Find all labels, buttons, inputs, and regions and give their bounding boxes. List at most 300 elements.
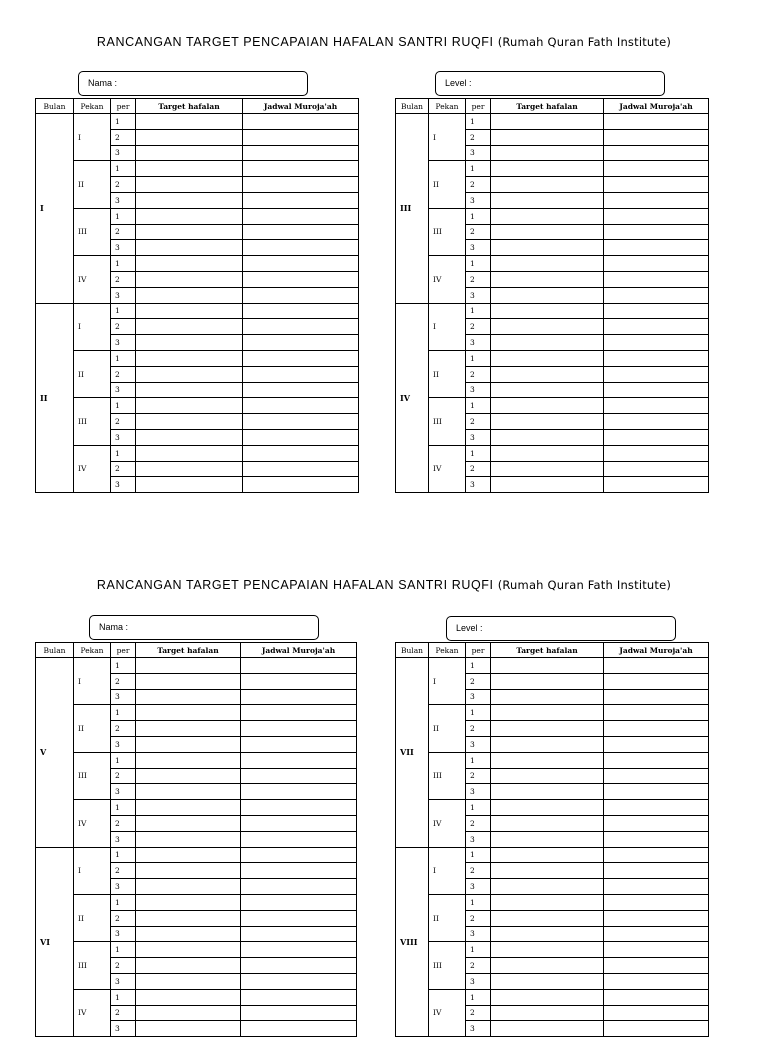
week-cell: III — [429, 398, 466, 445]
target-hafalan-cell[interactable] — [136, 800, 241, 816]
table-row — [36, 989, 357, 1005]
jadwal-murojaah-cell[interactable] — [243, 303, 359, 319]
target-hafalan-cell[interactable] — [136, 224, 243, 240]
target-hafalan-cell[interactable] — [491, 192, 604, 208]
week-cell: II — [429, 705, 466, 752]
per-cell: 1 — [466, 800, 491, 816]
target-hafalan-cell[interactable] — [491, 382, 604, 398]
target-hafalan-cell[interactable] — [136, 319, 243, 335]
jadwal-murojaah-cell[interactable] — [604, 721, 709, 737]
per-cell: 2 — [111, 224, 136, 240]
target-hafalan-cell[interactable] — [136, 445, 243, 461]
jadwal-murojaah-cell[interactable] — [241, 894, 357, 910]
per-cell: 1 — [111, 752, 136, 768]
target-hafalan-cell[interactable] — [136, 831, 241, 847]
target-hafalan-cell[interactable] — [491, 271, 604, 287]
target-hafalan-cell[interactable] — [136, 350, 243, 366]
jadwal-murojaah-cell[interactable] — [243, 477, 359, 493]
table-row — [36, 445, 359, 461]
target-hafalan-cell[interactable] — [136, 287, 243, 303]
target-hafalan-cell[interactable] — [491, 319, 604, 335]
target-hafalan-cell[interactable] — [136, 673, 241, 689]
target-hafalan-cell[interactable] — [491, 161, 604, 177]
per-cell: 2 — [111, 673, 136, 689]
target-hafalan-cell[interactable] — [491, 1005, 604, 1021]
month-cell: III — [396, 114, 429, 304]
jadwal-murojaah-cell[interactable] — [241, 784, 357, 800]
jadwal-murojaah-cell[interactable] — [604, 989, 709, 1005]
jadwal-murojaah-cell[interactable] — [604, 287, 709, 303]
jadwal-murojaah-cell[interactable] — [241, 958, 357, 974]
jadwal-murojaah-cell[interactable] — [604, 658, 709, 674]
target-hafalan-cell[interactable] — [136, 398, 243, 414]
table-row — [36, 398, 359, 414]
target-hafalan-cell[interactable] — [136, 429, 243, 445]
target-hafalan-cell[interactable] — [136, 240, 243, 256]
jadwal-murojaah-cell[interactable] — [243, 114, 359, 130]
target-hafalan-cell[interactable] — [136, 1005, 241, 1021]
jadwal-murojaah-cell[interactable] — [604, 303, 709, 319]
target-hafalan-cell[interactable] — [491, 414, 604, 430]
jadwal-murojaah-cell[interactable] — [604, 673, 709, 689]
per-cell: 1 — [111, 705, 136, 721]
bulan-header: Bulan — [36, 643, 74, 658]
jadwal-murojaah-cell[interactable] — [241, 689, 357, 705]
target-hafalan-cell[interactable] — [136, 815, 241, 831]
jadwal-murojaah-cell[interactable] — [243, 161, 359, 177]
per-cell: 1 — [466, 208, 491, 224]
jadwal-murojaah-cell[interactable] — [243, 382, 359, 398]
table-row — [396, 989, 709, 1005]
target-hafalan-cell[interactable] — [491, 224, 604, 240]
per-cell: 3 — [111, 1021, 136, 1037]
per-cell: 1 — [466, 161, 491, 177]
level-field[interactable] — [446, 616, 676, 641]
jadwal-murojaah-cell[interactable] — [604, 894, 709, 910]
nama-field[interactable] — [78, 71, 308, 96]
jadwal-murojaah-cell[interactable] — [604, 831, 709, 847]
target-hafalan-cell[interactable] — [491, 673, 604, 689]
bulan-header: Bulan — [396, 643, 429, 658]
per-cell: 1 — [111, 658, 136, 674]
jadwal-murojaah-cell[interactable] — [243, 177, 359, 193]
week-cell: IV — [429, 989, 466, 1036]
form-title: RANCANGAN TARGET PENCAPAIAN HAFALAN SANTRI RUQFI (Rumah Quran Fath Institute) — [96, 578, 672, 592]
week-cell: IV — [429, 445, 466, 492]
target-hafalan-cell[interactable] — [136, 989, 241, 1005]
jadwal-murojaah-cell[interactable] — [243, 192, 359, 208]
jadwal-murojaah-cell[interactable] — [604, 256, 709, 272]
jadwal-murojaah-cell[interactable] — [604, 477, 709, 493]
jadwal-murojaah-cell[interactable] — [243, 398, 359, 414]
per-header: per — [466, 643, 491, 658]
jadwal-murojaah-cell[interactable] — [604, 240, 709, 256]
jadwal-murojaah-cell[interactable] — [241, 942, 357, 958]
jadwal-murojaah-cell[interactable] — [241, 752, 357, 768]
jadwal-murojaah-cell[interactable] — [241, 768, 357, 784]
target-hafalan-cell[interactable] — [136, 705, 241, 721]
per-cell: 2 — [466, 863, 491, 879]
target-hafalan-cell[interactable] — [491, 658, 604, 674]
per-cell: 1 — [111, 208, 136, 224]
target-hafalan-cell[interactable] — [491, 800, 604, 816]
per-cell: 3 — [111, 973, 136, 989]
week-cell: II — [429, 161, 466, 208]
jadwal-murojaah-cell[interactable] — [604, 177, 709, 193]
target-hafalan-cell[interactable] — [136, 477, 243, 493]
jadwal-murojaah-cell[interactable] — [241, 831, 357, 847]
per-cell: 2 — [111, 129, 136, 145]
jadwal-murojaah-cell[interactable] — [243, 256, 359, 272]
jadwal-murojaah-cell[interactable] — [604, 768, 709, 784]
target-hafalan-cell[interactable] — [491, 335, 604, 351]
jadwal-murojaah-cell[interactable] — [241, 658, 357, 674]
nama-label: Nama : — [99, 622, 129, 632]
table-header-row — [36, 643, 357, 658]
per-cell: 2 — [466, 721, 491, 737]
target-hafalan-cell[interactable] — [491, 784, 604, 800]
per-cell: 3 — [111, 192, 136, 208]
jadwal-murojaah-cell[interactable] — [604, 736, 709, 752]
per-cell: 3 — [466, 382, 491, 398]
jadwal-murojaah-cell[interactable] — [243, 429, 359, 445]
month-cell: VIII — [396, 847, 429, 1037]
jadwal-murojaah-cell[interactable] — [604, 863, 709, 879]
table-row — [396, 161, 709, 177]
target-hafalan-cell[interactable] — [491, 879, 604, 895]
target-hafalan-cell[interactable] — [136, 973, 241, 989]
per-cell: 1 — [111, 847, 136, 863]
week-cell: II — [74, 894, 111, 941]
jadwal-murojaah-cell[interactable] — [243, 335, 359, 351]
target-hafalan-cell[interactable] — [136, 736, 241, 752]
target-hafalan-cell[interactable] — [136, 847, 241, 863]
target-hafalan-cell[interactable] — [136, 129, 243, 145]
week-cell: III — [429, 942, 466, 989]
jadwal-murojaah-cell[interactable] — [241, 989, 357, 1005]
per-cell: 3 — [466, 926, 491, 942]
table-row — [396, 752, 709, 768]
table-row — [36, 256, 359, 272]
jadwal-murojaah-cell[interactable] — [241, 1021, 357, 1037]
jadwal-murojaah-cell[interactable] — [241, 1005, 357, 1021]
jadwal-murojaah-cell[interactable] — [604, 114, 709, 130]
target-hafalan-cell[interactable] — [491, 145, 604, 161]
target-table — [35, 642, 357, 1037]
jadwal-murojaah-cell[interactable] — [243, 414, 359, 430]
jadwal-murojaah-cell[interactable] — [604, 382, 709, 398]
jadwal-murojaah-cell[interactable] — [604, 461, 709, 477]
target-hafalan-cell[interactable] — [136, 658, 241, 674]
per-cell: 2 — [111, 271, 136, 287]
jadwal-murojaah-cell[interactable] — [604, 414, 709, 430]
jadwal-murojaah-cell[interactable] — [241, 847, 357, 863]
target-hafalan-cell[interactable] — [491, 477, 604, 493]
jadwal-murojaah-cell[interactable] — [241, 800, 357, 816]
target-hafalan-cell[interactable] — [491, 815, 604, 831]
target-hafalan-cell[interactable] — [136, 689, 241, 705]
jadwal-murojaah-cell[interactable] — [604, 689, 709, 705]
jadwal-murojaah-header: Jadwal Muroja'ah — [241, 643, 357, 658]
week-cell: III — [74, 942, 111, 989]
per-cell: 2 — [466, 224, 491, 240]
pekan-header: Pekan — [74, 643, 111, 658]
month-cell: VII — [396, 658, 429, 848]
target-hafalan-cell[interactable] — [491, 942, 604, 958]
jadwal-murojaah-cell[interactable] — [243, 129, 359, 145]
target-hafalan-cell[interactable] — [491, 429, 604, 445]
table-row — [396, 350, 709, 366]
jadwal-murojaah-cell[interactable] — [241, 815, 357, 831]
jadwal-murojaah-cell[interactable] — [604, 910, 709, 926]
table-row — [396, 114, 709, 130]
jadwal-murojaah-header: Jadwal Muroja'ah — [604, 99, 709, 114]
target-hafalan-cell[interactable] — [491, 752, 604, 768]
target-hafalan-cell[interactable] — [491, 350, 604, 366]
per-cell: 3 — [466, 784, 491, 800]
table-row — [36, 705, 357, 721]
month-cell: V — [36, 658, 74, 848]
jadwal-murojaah-cell[interactable] — [241, 673, 357, 689]
jadwal-murojaah-cell[interactable] — [243, 350, 359, 366]
target-hafalan-cell[interactable] — [491, 973, 604, 989]
jadwal-murojaah-cell[interactable] — [243, 445, 359, 461]
jadwal-murojaah-cell[interactable] — [243, 145, 359, 161]
per-cell: 1 — [466, 989, 491, 1005]
jadwal-murojaah-cell[interactable] — [243, 287, 359, 303]
jadwal-murojaah-cell[interactable] — [604, 1005, 709, 1021]
jadwal-murojaah-cell[interactable] — [604, 366, 709, 382]
per-cell: 3 — [111, 831, 136, 847]
table-row — [396, 894, 709, 910]
target-hafalan-cell[interactable] — [491, 177, 604, 193]
jadwal-murojaah-cell[interactable] — [604, 335, 709, 351]
target-table — [395, 98, 709, 493]
per-cell: 3 — [466, 1021, 491, 1037]
target-hafalan-cell[interactable] — [491, 705, 604, 721]
target-hafalan-cell[interactable] — [136, 414, 243, 430]
jadwal-murojaah-cell[interactable] — [604, 350, 709, 366]
jadwal-murojaah-cell[interactable] — [604, 271, 709, 287]
per-cell: 1 — [111, 350, 136, 366]
jadwal-murojaah-cell[interactable] — [241, 705, 357, 721]
table-row — [36, 658, 357, 674]
jadwal-murojaah-cell[interactable] — [604, 319, 709, 335]
target-hafalan-header: Target hafalan — [491, 99, 604, 114]
jadwal-murojaah-cell[interactable] — [243, 240, 359, 256]
table-row — [396, 847, 709, 863]
jadwal-murojaah-cell[interactable] — [243, 224, 359, 240]
per-cell: 3 — [111, 429, 136, 445]
target-hafalan-cell[interactable] — [491, 894, 604, 910]
target-hafalan-cell[interactable] — [136, 382, 243, 398]
jadwal-murojaah-cell[interactable] — [243, 461, 359, 477]
target-hafalan-cell[interactable] — [491, 1021, 604, 1037]
target-hafalan-cell[interactable] — [136, 879, 241, 895]
per-cell: 1 — [466, 847, 491, 863]
target-hafalan-cell[interactable] — [136, 784, 241, 800]
jadwal-murojaah-cell[interactable] — [604, 208, 709, 224]
jadwal-murojaah-cell[interactable] — [604, 784, 709, 800]
target-hafalan-cell[interactable] — [136, 768, 241, 784]
target-hafalan-cell[interactable] — [491, 958, 604, 974]
target-hafalan-cell[interactable] — [491, 114, 604, 130]
pekan-header: Pekan — [74, 99, 111, 114]
target-hafalan-cell[interactable] — [136, 303, 243, 319]
jadwal-murojaah-cell[interactable] — [604, 879, 709, 895]
week-cell: III — [429, 752, 466, 799]
per-cell: 2 — [111, 1005, 136, 1021]
jadwal-murojaah-cell[interactable] — [604, 705, 709, 721]
week-cell: I — [74, 658, 111, 705]
target-hafalan-cell[interactable] — [491, 287, 604, 303]
table-row — [396, 398, 709, 414]
target-hafalan-cell[interactable] — [491, 831, 604, 847]
jadwal-murojaah-cell[interactable] — [604, 429, 709, 445]
target-hafalan-cell[interactable] — [491, 303, 604, 319]
week-cell: III — [74, 208, 111, 255]
target-hafalan-cell[interactable] — [136, 192, 243, 208]
per-cell: 1 — [466, 942, 491, 958]
jadwal-murojaah-cell[interactable] — [604, 145, 709, 161]
target-table — [395, 642, 709, 1037]
target-hafalan-cell[interactable] — [491, 736, 604, 752]
jadwal-murojaah-cell[interactable] — [604, 847, 709, 863]
per-cell: 3 — [111, 784, 136, 800]
per-cell: 2 — [466, 768, 491, 784]
jadwal-murojaah-cell[interactable] — [604, 445, 709, 461]
per-cell: 3 — [466, 240, 491, 256]
jadwal-murojaah-cell[interactable] — [604, 1021, 709, 1037]
per-cell: 2 — [111, 910, 136, 926]
table-row — [36, 303, 359, 319]
target-hafalan-cell[interactable] — [136, 145, 243, 161]
per-cell: 1 — [466, 445, 491, 461]
jadwal-murojaah-cell[interactable] — [604, 815, 709, 831]
target-hafalan-cell[interactable] — [136, 114, 243, 130]
target-hafalan-cell[interactable] — [136, 942, 241, 958]
per-cell: 1 — [466, 303, 491, 319]
level-field[interactable] — [435, 71, 665, 96]
table-header-row — [396, 99, 709, 114]
target-hafalan-cell[interactable] — [491, 445, 604, 461]
per-cell: 3 — [466, 335, 491, 351]
target-hafalan-cell[interactable] — [136, 177, 243, 193]
nama-field[interactable] — [89, 615, 319, 640]
target-hafalan-cell[interactable] — [136, 958, 241, 974]
jadwal-murojaah-cell[interactable] — [241, 736, 357, 752]
table-header-row — [396, 643, 709, 658]
per-cell: 2 — [111, 366, 136, 382]
jadwal-murojaah-cell[interactable] — [604, 926, 709, 942]
jadwal-murojaah-cell[interactable] — [604, 958, 709, 974]
week-cell: III — [429, 208, 466, 255]
target-hafalan-cell[interactable] — [136, 910, 241, 926]
jadwal-murojaah-cell[interactable] — [243, 271, 359, 287]
target-hafalan-cell[interactable] — [136, 208, 243, 224]
target-table — [35, 98, 359, 493]
jadwal-murojaah-cell[interactable] — [604, 752, 709, 768]
target-hafalan-cell[interactable] — [491, 366, 604, 382]
per-header: per — [111, 643, 136, 658]
jadwal-murojaah-cell[interactable] — [604, 161, 709, 177]
jadwal-murojaah-cell[interactable] — [604, 973, 709, 989]
per-cell: 2 — [111, 768, 136, 784]
target-hafalan-cell[interactable] — [136, 335, 243, 351]
target-hafalan-cell[interactable] — [136, 926, 241, 942]
week-cell: III — [74, 398, 111, 445]
week-cell: IV — [74, 989, 111, 1036]
target-hafalan-cell[interactable] — [136, 366, 243, 382]
jadwal-murojaah-cell[interactable] — [243, 366, 359, 382]
target-hafalan-cell[interactable] — [491, 768, 604, 784]
target-hafalan-cell[interactable] — [136, 721, 241, 737]
target-hafalan-cell[interactable] — [136, 1021, 241, 1037]
per-cell: 1 — [466, 658, 491, 674]
target-hafalan-header: Target hafalan — [136, 643, 241, 658]
jadwal-murojaah-cell[interactable] — [241, 926, 357, 942]
target-hafalan-cell[interactable] — [491, 240, 604, 256]
month-cell: I — [36, 114, 74, 304]
target-hafalan-cell[interactable] — [491, 721, 604, 737]
target-hafalan-cell[interactable] — [136, 256, 243, 272]
target-hafalan-cell[interactable] — [491, 989, 604, 1005]
table-row — [36, 942, 357, 958]
target-hafalan-cell[interactable] — [136, 271, 243, 287]
target-hafalan-cell[interactable] — [491, 398, 604, 414]
target-hafalan-cell[interactable] — [491, 847, 604, 863]
target-hafalan-cell[interactable] — [136, 752, 241, 768]
jadwal-murojaah-cell[interactable] — [604, 800, 709, 816]
target-hafalan-cell[interactable] — [491, 208, 604, 224]
target-hafalan-cell[interactable] — [491, 461, 604, 477]
jadwal-murojaah-cell[interactable] — [604, 224, 709, 240]
week-cell: IV — [429, 256, 466, 303]
target-hafalan-header: Target hafalan — [136, 99, 243, 114]
per-cell: 2 — [111, 815, 136, 831]
target-hafalan-cell[interactable] — [136, 461, 243, 477]
target-hafalan-cell[interactable] — [491, 129, 604, 145]
target-hafalan-cell[interactable] — [491, 256, 604, 272]
per-cell: 3 — [466, 287, 491, 303]
month-cell: IV — [396, 303, 429, 493]
month-cell: II — [36, 303, 74, 493]
target-hafalan-cell[interactable] — [491, 910, 604, 926]
target-hafalan-cell[interactable] — [136, 894, 241, 910]
jadwal-murojaah-cell[interactable] — [241, 863, 357, 879]
jadwal-murojaah-cell[interactable] — [241, 973, 357, 989]
week-cell: II — [74, 350, 111, 397]
jadwal-murojaah-cell[interactable] — [604, 192, 709, 208]
target-hafalan-cell[interactable] — [136, 161, 243, 177]
week-cell: I — [429, 303, 466, 350]
jadwal-murojaah-cell[interactable] — [604, 942, 709, 958]
week-cell: I — [74, 303, 111, 350]
jadwal-murojaah-cell[interactable] — [241, 910, 357, 926]
target-hafalan-cell[interactable] — [491, 863, 604, 879]
jadwal-murojaah-cell[interactable] — [243, 208, 359, 224]
jadwal-murojaah-cell[interactable] — [243, 319, 359, 335]
jadwal-murojaah-cell[interactable] — [604, 129, 709, 145]
target-hafalan-cell[interactable] — [136, 863, 241, 879]
jadwal-murojaah-cell[interactable] — [241, 721, 357, 737]
target-hafalan-cell[interactable] — [491, 689, 604, 705]
per-cell: 1 — [111, 942, 136, 958]
jadwal-murojaah-cell[interactable] — [604, 398, 709, 414]
jadwal-murojaah-cell[interactable] — [241, 879, 357, 895]
target-hafalan-cell[interactable] — [491, 926, 604, 942]
table-row — [396, 303, 709, 319]
